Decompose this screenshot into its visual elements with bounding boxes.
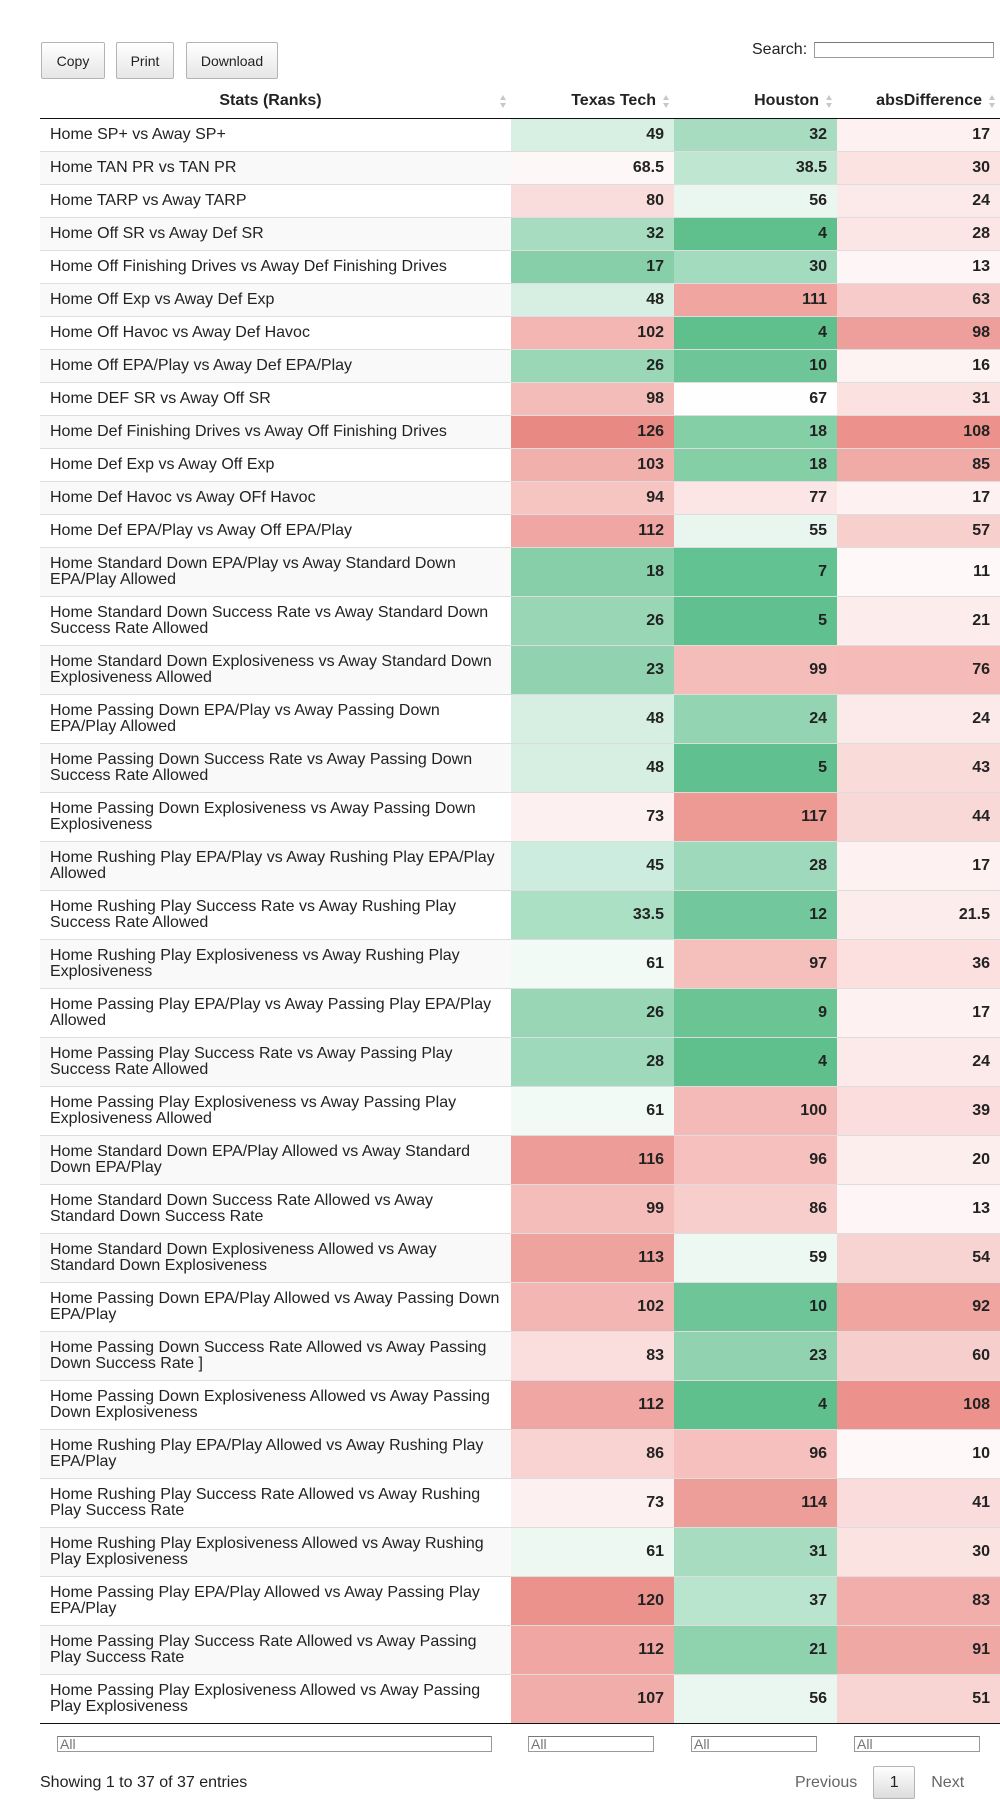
houston-cell: 7 [674, 547, 837, 596]
stat-name-cell: Home Def Havoc vs Away OFf Havoc [40, 481, 511, 514]
absdifference-cell: 51 [837, 1674, 1000, 1723]
absdifference-cell: 13 [837, 250, 1000, 283]
texas-tech-cell: 126 [511, 415, 674, 448]
stat-name-cell: Home Passing Down Success Rate vs Away Passing Down Success Rate Allowed [40, 743, 511, 792]
texas-tech-cell: 61 [511, 1086, 674, 1135]
absdifference-cell: 41 [837, 1478, 1000, 1527]
texas-tech-cell: 48 [511, 283, 674, 316]
texas-tech-cell: 94 [511, 481, 674, 514]
stat-name-cell: Home DEF SR vs Away Off SR [40, 382, 511, 415]
table-row [40, 481, 1000, 514]
houston-cell: 28 [674, 841, 837, 890]
stat-name-cell: Home Standard Down Success Rate vs Away Standard Down Success Rate Allowed [40, 596, 511, 645]
absdifference-cell: 98 [837, 316, 1000, 349]
table-row [40, 1380, 1000, 1429]
table-row [40, 1625, 1000, 1674]
texas-tech-cell: 26 [511, 988, 674, 1037]
stat-name-cell: Home Passing Play EPA/Play vs Away Passing Play EPA/Play Allowed [40, 988, 511, 1037]
absdifference-cell: 30 [837, 1527, 1000, 1576]
column-header-label: Stats (Ranks) [219, 91, 322, 109]
table-row [40, 1037, 1000, 1086]
houston-cell: 59 [674, 1233, 837, 1282]
stat-name-cell: Home Def Exp vs Away Off Exp [40, 448, 511, 481]
column-header-houston[interactable] [674, 84, 837, 118]
sort-icon [500, 95, 507, 109]
stat-name-cell: Home Standard Down Explosiveness vs Away Standard Down Explosiveness Allowed [40, 645, 511, 694]
texas-tech-cell: 73 [511, 792, 674, 841]
stat-name-cell: Home Rushing Play Explosiveness vs Away Rushing Play Explosiveness [40, 939, 511, 988]
texas-tech-cell: 68.5 [511, 151, 674, 184]
table-row [40, 349, 1000, 382]
texas-tech-cell: 112 [511, 514, 674, 547]
stat-name-cell: Home Passing Play Success Rate vs Away Passing Play Success Rate Allowed [40, 1037, 511, 1086]
table-row [40, 1135, 1000, 1184]
filter-input-stats[interactable] [57, 1736, 492, 1752]
table-row [40, 1429, 1000, 1478]
absdifference-cell: 24 [837, 184, 1000, 217]
texas-tech-cell: 61 [511, 1527, 674, 1576]
table-row [40, 841, 1000, 890]
absdifference-cell: 83 [837, 1576, 1000, 1625]
stat-name-cell: Home Def Finishing Drives vs Away Off Finishing Drives [40, 415, 511, 448]
absdifference-cell: 17 [837, 988, 1000, 1037]
houston-cell: 96 [674, 1135, 837, 1184]
texas-tech-cell: 33.5 [511, 890, 674, 939]
absdifference-cell: 24 [837, 1037, 1000, 1086]
stat-name-cell: Home Off SR vs Away Def SR [40, 217, 511, 250]
texas-tech-cell: 45 [511, 841, 674, 890]
houston-cell: 86 [674, 1184, 837, 1233]
stat-name-cell: Home Rushing Play EPA/Play Allowed vs Away Rushing Play EPA/Play [40, 1429, 511, 1478]
absdifference-cell: 36 [837, 939, 1000, 988]
table-row [40, 596, 1000, 645]
texas-tech-cell: 49 [511, 118, 674, 151]
stat-name-cell: Home Passing Down EPA/Play vs Away Passing Down EPA/Play Allowed [40, 694, 511, 743]
stat-name-cell: Home Passing Play Explosiveness vs Away Passing Play Explosiveness Allowed [40, 1086, 511, 1135]
texas-tech-cell: 48 [511, 743, 674, 792]
texas-tech-cell: 48 [511, 694, 674, 743]
absdifference-cell: 21.5 [837, 890, 1000, 939]
stat-name-cell: Home Def EPA/Play vs Away Off EPA/Play [40, 514, 511, 547]
stat-name-cell: Home Passing Down Explosiveness vs Away Passing Down Explosiveness [40, 792, 511, 841]
search-label: Search: [752, 41, 808, 58]
table-row [40, 184, 1000, 217]
texas-tech-cell: 120 [511, 1576, 674, 1625]
absdifference-cell: 76 [837, 645, 1000, 694]
table-row [40, 694, 1000, 743]
houston-cell: 21 [674, 1625, 837, 1674]
stat-name-cell: Home Standard Down EPA/Play vs Away Standard Down EPA/Play Allowed [40, 547, 511, 596]
absdifference-cell: 17 [837, 481, 1000, 514]
texas-tech-cell: 107 [511, 1674, 674, 1723]
texas-tech-cell: 26 [511, 349, 674, 382]
column-header-label: absDifference [876, 91, 982, 109]
previous-page-button[interactable]: Previous [795, 1773, 858, 1791]
table-row [40, 1086, 1000, 1135]
houston-cell: 97 [674, 939, 837, 988]
filter-row [40, 1723, 1000, 1759]
texas-tech-cell: 28 [511, 1037, 674, 1086]
houston-cell: 10 [674, 1282, 837, 1331]
table-row [40, 1576, 1000, 1625]
texas-tech-cell: 61 [511, 939, 674, 988]
table-row [40, 792, 1000, 841]
table-row [40, 514, 1000, 547]
stat-name-cell: Home Off Havoc vs Away Def Havoc [40, 316, 511, 349]
houston-cell: 32 [674, 118, 837, 151]
table-row [40, 939, 1000, 988]
texas-tech-cell: 32 [511, 217, 674, 250]
download-button[interactable]: Download [186, 42, 278, 79]
stat-name-cell: Home Passing Down EPA/Play Allowed vs Away Passing Down EPA/Play [40, 1282, 511, 1331]
stat-name-cell: Home Standard Down EPA/Play Allowed vs Away Standard Down EPA/Play [40, 1135, 511, 1184]
sort-icon [826, 95, 833, 109]
stat-name-cell: Home Passing Down Explosiveness Allowed vs Away Passing Down Explosiveness [40, 1380, 511, 1429]
houston-cell: 114 [674, 1478, 837, 1527]
absdifference-cell: 60 [837, 1331, 1000, 1380]
sort-icon [989, 95, 996, 109]
houston-cell: 18 [674, 448, 837, 481]
column-header-absdifference[interactable] [837, 84, 1000, 118]
table-row [40, 250, 1000, 283]
table-info: Showing 1 to 37 of 37 entries [40, 1774, 248, 1791]
texas-tech-cell: 112 [511, 1380, 674, 1429]
houston-cell: 4 [674, 217, 837, 250]
stat-name-cell: Home Rushing Play Explosiveness Allowed vs Away Rushing Play Explosiveness [40, 1527, 511, 1576]
print-button[interactable]: Print [116, 42, 174, 79]
stat-name-cell: Home Rushing Play EPA/Play vs Away Rushing Play EPA/Play Allowed [40, 841, 511, 890]
stat-name-cell: Home Passing Play Explosiveness Allowed vs Away Passing Play Explosiveness [40, 1674, 511, 1723]
table-row [40, 1527, 1000, 1576]
texas-tech-cell: 102 [511, 316, 674, 349]
absdifference-cell: 21 [837, 596, 1000, 645]
sort-icon [663, 95, 670, 109]
absdifference-cell: 108 [837, 1380, 1000, 1429]
page-1-button[interactable]: 1 [873, 1766, 915, 1799]
table-row [40, 1282, 1000, 1331]
stats-table [40, 84, 1000, 1759]
texas-tech-cell: 80 [511, 184, 674, 217]
texas-tech-cell: 83 [511, 1331, 674, 1380]
filter-input-houston[interactable] [691, 1736, 817, 1752]
stat-name-cell: Home Off EPA/Play vs Away Def EPA/Play [40, 349, 511, 382]
houston-cell: 55 [674, 514, 837, 547]
absdifference-cell: 30 [837, 151, 1000, 184]
stat-name-cell: Home Off Exp vs Away Def Exp [40, 283, 511, 316]
table-row [40, 645, 1000, 694]
stat-name-cell: Home Standard Down Success Rate Allowed vs Away Standard Down Success Rate [40, 1184, 511, 1233]
copy-button[interactable]: Copy [41, 42, 105, 79]
texas-tech-cell: 23 [511, 645, 674, 694]
stat-name-cell: Home SP+ vs Away SP+ [40, 118, 511, 151]
houston-cell: 24 [674, 694, 837, 743]
houston-cell: 12 [674, 890, 837, 939]
absdifference-cell: 91 [837, 1625, 1000, 1674]
stat-name-cell: Home TARP vs Away TARP [40, 184, 511, 217]
stat-name-cell: Home Off Finishing Drives vs Away Def Finishing Drives [40, 250, 511, 283]
texas-tech-cell: 73 [511, 1478, 674, 1527]
texas-tech-cell: 103 [511, 448, 674, 481]
absdifference-cell: 43 [837, 743, 1000, 792]
table-row [40, 118, 1000, 151]
column-header-stats[interactable] [40, 84, 511, 118]
table-row [40, 1233, 1000, 1282]
header-row [40, 84, 1000, 118]
table-row [40, 1674, 1000, 1723]
houston-cell: 99 [674, 645, 837, 694]
absdifference-cell: 28 [837, 217, 1000, 250]
search-box [752, 41, 994, 59]
stat-name-cell: Home Standard Down Explosiveness Allowed vs Away Standard Down Explosiveness [40, 1233, 511, 1282]
texas-tech-cell: 112 [511, 1625, 674, 1674]
texas-tech-cell: 18 [511, 547, 674, 596]
table-row [40, 988, 1000, 1037]
column-header-label: Texas Tech [571, 91, 656, 109]
houston-cell: 5 [674, 743, 837, 792]
absdifference-cell: 17 [837, 118, 1000, 151]
texas-tech-cell: 17 [511, 250, 674, 283]
houston-cell: 4 [674, 1037, 837, 1086]
absdifference-cell: 17 [837, 841, 1000, 890]
stat-name-cell: Home Rushing Play Success Rate Allowed vs Away Rushing Play Success Rate [40, 1478, 511, 1527]
houston-cell: 100 [674, 1086, 837, 1135]
houston-cell: 111 [674, 283, 837, 316]
texas-tech-cell: 98 [511, 382, 674, 415]
houston-cell: 30 [674, 250, 837, 283]
houston-cell: 31 [674, 1527, 837, 1576]
absdifference-cell: 92 [837, 1282, 1000, 1331]
stat-name-cell: Home Passing Down Success Rate Allowed vs Away Passing Down Success Rate ] [40, 1331, 511, 1380]
column-header-label: Houston [754, 91, 819, 109]
table-row [40, 217, 1000, 250]
absdifference-cell: 85 [837, 448, 1000, 481]
stat-name-cell: Home Rushing Play Success Rate vs Away Rushing Play Success Rate Allowed [40, 890, 511, 939]
houston-cell: 9 [674, 988, 837, 1037]
table-row [40, 316, 1000, 349]
absdifference-cell: 63 [837, 283, 1000, 316]
houston-cell: 23 [674, 1331, 837, 1380]
next-page-button[interactable]: Next [931, 1773, 965, 1791]
texas-tech-cell: 113 [511, 1233, 674, 1282]
table-row [40, 890, 1000, 939]
absdifference-cell: 44 [837, 792, 1000, 841]
houston-cell: 38.5 [674, 151, 837, 184]
table-row [40, 1184, 1000, 1233]
houston-cell: 37 [674, 1576, 837, 1625]
table-row [40, 743, 1000, 792]
absdifference-cell: 13 [837, 1184, 1000, 1233]
table-row [40, 1331, 1000, 1380]
houston-cell: 56 [674, 184, 837, 217]
table-row [40, 151, 1000, 184]
texas-tech-cell: 116 [511, 1135, 674, 1184]
stat-name-cell: Home Passing Play Success Rate Allowed vs Away Passing Play Success Rate [40, 1625, 511, 1674]
absdifference-cell: 108 [837, 415, 1000, 448]
houston-cell: 10 [674, 349, 837, 382]
absdifference-cell: 16 [837, 349, 1000, 382]
houston-cell: 67 [674, 382, 837, 415]
houston-cell: 5 [674, 596, 837, 645]
houston-cell: 4 [674, 316, 837, 349]
absdifference-cell: 31 [837, 382, 1000, 415]
search-input[interactable] [814, 42, 994, 58]
absdifference-cell: 20 [837, 1135, 1000, 1184]
texas-tech-cell: 102 [511, 1282, 674, 1331]
absdifference-cell: 39 [837, 1086, 1000, 1135]
stat-name-cell: Home TAN PR vs TAN PR [40, 151, 511, 184]
absdifference-cell: 11 [837, 547, 1000, 596]
texas-tech-cell: 26 [511, 596, 674, 645]
table-row [40, 382, 1000, 415]
table-row [40, 415, 1000, 448]
texas-tech-cell: 86 [511, 1429, 674, 1478]
filter-input-absdifference[interactable] [854, 1736, 980, 1752]
houston-cell: 56 [674, 1674, 837, 1723]
table-body [40, 118, 1000, 1723]
houston-cell: 4 [674, 1380, 837, 1429]
pagination [795, 1766, 964, 1799]
texas-tech-cell: 99 [511, 1184, 674, 1233]
houston-cell: 18 [674, 415, 837, 448]
absdifference-cell: 54 [837, 1233, 1000, 1282]
column-header-texas-tech[interactable] [511, 84, 674, 118]
absdifference-cell: 24 [837, 694, 1000, 743]
absdifference-cell: 57 [837, 514, 1000, 547]
table-row [40, 448, 1000, 481]
houston-cell: 96 [674, 1429, 837, 1478]
table-row [40, 1478, 1000, 1527]
filter-input-texas-tech[interactable] [528, 1736, 654, 1752]
absdifference-cell: 10 [837, 1429, 1000, 1478]
table-row [40, 547, 1000, 596]
houston-cell: 117 [674, 792, 837, 841]
table-row [40, 283, 1000, 316]
houston-cell: 77 [674, 481, 837, 514]
stat-name-cell: Home Passing Play EPA/Play Allowed vs Away Passing Play EPA/Play [40, 1576, 511, 1625]
